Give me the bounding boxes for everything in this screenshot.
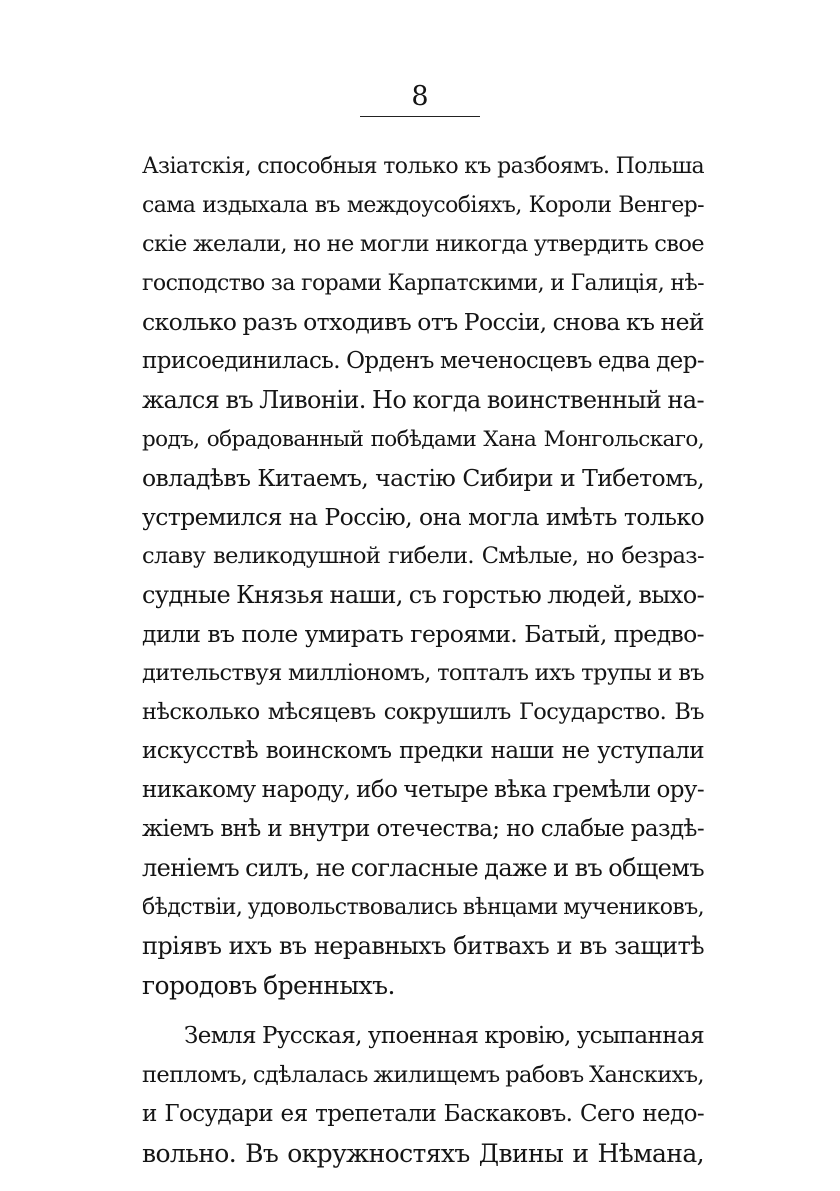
text-line: пепломъ, сдѣлалась жилищемъ рабовъ Ханскихъ, <box>142 1062 704 1088</box>
text-line: нѣсколько мѣсяцевъ сокрушилъ Государство. Въ <box>142 699 704 725</box>
text-line: искусствѣ воинскомъ предки наши не уступали <box>142 738 704 764</box>
paragraph-2 <box>142 1017 704 1173</box>
text-line: Земля Русская, упоенная кровію, усыпанная <box>184 1023 704 1049</box>
text-line: никакому народу, ибо четыре вѣка гремѣли ору- <box>142 777 704 803</box>
text-line: жіемъ внѣ и внутри отечества; но слабые раздѣ- <box>142 816 704 842</box>
page-number: 8 <box>411 81 429 112</box>
body-text <box>142 147 704 1173</box>
text-line: сколько разъ отходивъ отъ Россіи, снова къ ней <box>142 308 704 336</box>
text-line: дили въ поле умирать героями. Батый, предво- <box>142 620 704 648</box>
paragraph-gap <box>142 1005 704 1017</box>
text-line: леніемъ силъ, не согласные даже и въ общемъ <box>142 854 704 882</box>
text-line: бѣдствіи, удовольствовались вѣнцами мучениковъ, <box>142 895 704 920</box>
text-line: сама издыхала въ междоусобіяхъ, Короли Венгер- <box>142 193 704 218</box>
text-line: городовъ бренныхъ. <box>142 971 395 1000</box>
text-line: присоединилась. Орденъ меченосцевъ едва дер- <box>142 348 704 374</box>
text-line: овладѣвъ Китаемъ, частію Сибири и Тибетомъ, <box>142 464 704 492</box>
text-line: славу великодушной гибели. Смѣлые, но безраз- <box>142 543 704 569</box>
text-line: устремился на Россію, она могла имѣть только <box>142 503 704 531</box>
text-line: Азіатскія, способныя только къ разбоямъ. Польша <box>142 154 704 179</box>
text-line: родъ, обрадованный побѣдами Хана Монгольскаго, <box>142 427 704 452</box>
text-line: жался въ Ливоніи. Но когда воинственный на- <box>142 386 704 414</box>
text-line: вольно. Въ окружностяхъ Двины и Нѣмана, <box>142 1139 704 1168</box>
paragraph-1 <box>142 147 704 1005</box>
text-line: пріявъ ихъ въ неравныхъ битвахъ и въ защитѣ <box>142 932 704 960</box>
text-line: и Государи ея трепетали Баскаковъ. Сего недо- <box>142 1101 704 1127</box>
text-line: господство за горами Карпатскими, и Галиція, нѣ- <box>142 271 704 296</box>
text-line: дительствуя милліономъ, топталъ ихъ трупы и въ <box>142 660 704 686</box>
text-line: судные Князья наши, съ горстью людей, выхо- <box>142 581 705 609</box>
text-line: скіе желали, но не могли никогда утвердить свое <box>142 231 704 257</box>
header-rule <box>360 116 480 117</box>
